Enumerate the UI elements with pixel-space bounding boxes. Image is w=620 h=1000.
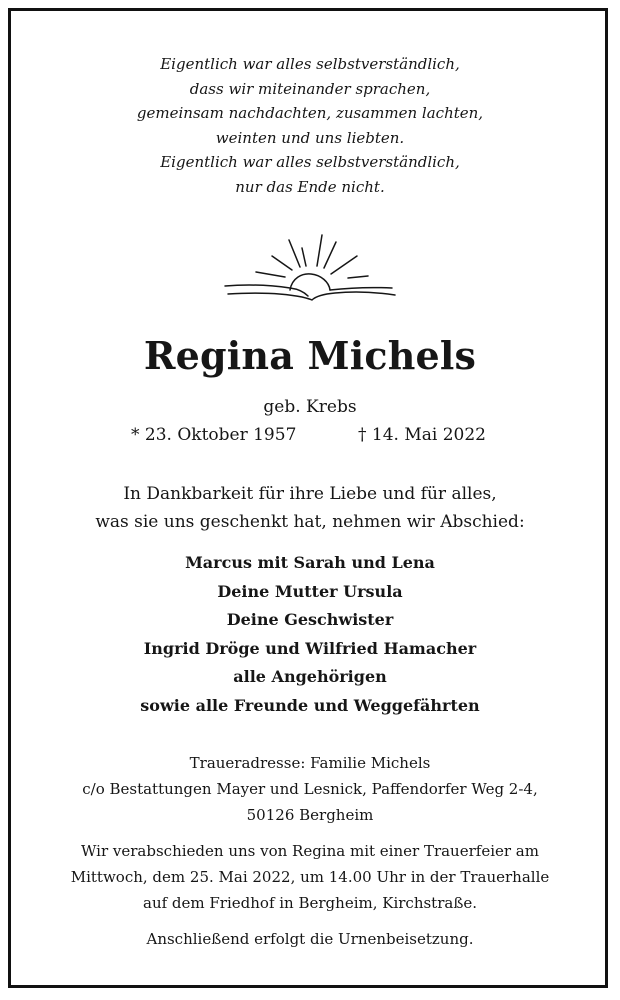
mourner-entry: Marcus mit Sarah und Lena [185, 553, 435, 572]
mourner-entry: alle Angehörigen [233, 667, 387, 686]
poem-line: weinten und uns liebten. [215, 128, 405, 147]
address-line: Traueradresse: Familie Michels [189, 754, 431, 772]
thanks-line: was sie uns geschenkt hat, nehmen wir Abschied: [95, 512, 525, 532]
mourners-list [0, 549, 620, 720]
poem-line: gemeinsam nachdachten, zusammen lachten, [136, 104, 484, 122]
poem-line: Eigentlich war alles selbstverständlich, [160, 153, 460, 171]
ceremony-line: auf dem Friedhof in Bergheim, Kirchstraße. [143, 894, 477, 912]
birth-date: * 23. Oktober 1957 [131, 425, 297, 445]
sunset-over-book-icon [220, 232, 400, 302]
address-line: c/o Bestattungen Mayer und Lesnick, Paffendorfer Weg 2-4, [82, 780, 538, 798]
ceremony-info [0, 838, 620, 916]
mourner-entry: Ingrid Dröge und Wilfried Hamacher [143, 638, 477, 658]
death-date: † 14. Mai 2022 [358, 425, 486, 445]
poem-line: nur das Ende nicht. [235, 177, 385, 196]
poem-line: Eigentlich war alles selbstverständlich, [160, 55, 460, 73]
poem [0, 52, 620, 199]
address-line: 50126 Bergheim [246, 806, 374, 824]
thanks-line: In Dankbarkeit für ihre Liebe und für alles, [123, 484, 497, 504]
deceased-name: Regina Michels [143, 333, 477, 378]
birth-name: geb. Krebs [263, 397, 357, 417]
ceremony-line: Wir verabschieden uns von Regina mit einer Trauerfeier am [81, 842, 539, 860]
mourning-address [0, 750, 620, 828]
ceremony-line: Mittwoch, dem 25. Mai 2022, um 14.00 Uhr in der Trauerhalle [70, 868, 550, 886]
mourner-entry: Deine Mutter Ursula [217, 581, 403, 601]
burial-note: Anschließend erfolgt die Urnenbeisetzung. [146, 930, 474, 948]
thanks-text [0, 480, 620, 536]
mourner-entry: sowie alle Freunde und Weggefährten [140, 695, 480, 715]
poem-line: dass wir miteinander sprachen, [189, 79, 431, 98]
mourner-entry: Deine Geschwister [226, 610, 394, 629]
